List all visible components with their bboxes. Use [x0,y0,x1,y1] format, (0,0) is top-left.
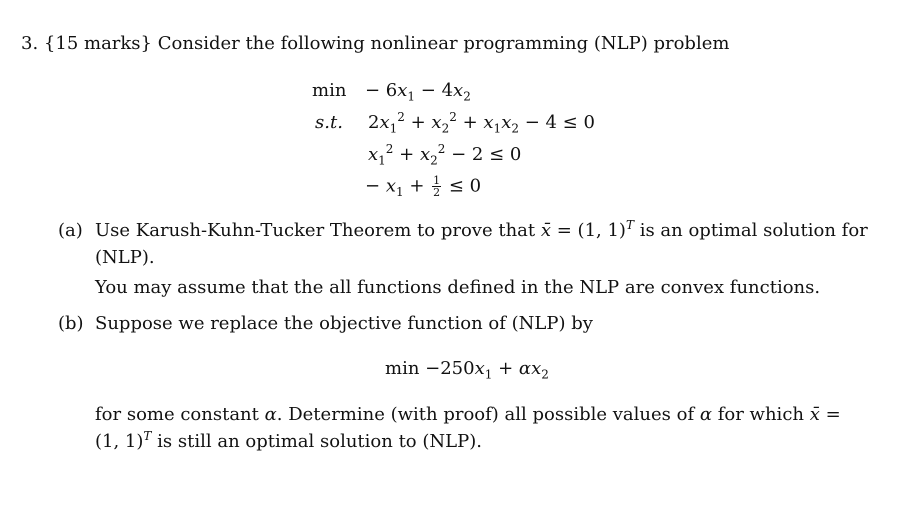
question-header [21,33,729,55]
part-b-label: (b) [58,313,84,334]
part-a-label: (a) [58,220,83,241]
optimal-point-expression: x̄ = (1, 1)$^T$ [540,218,634,241]
objective-label: min [312,80,347,101]
part-b-text: Suppose we replace the objective function of (NLP) by [95,313,593,334]
x-bar-symbol: x̄ [809,404,820,425]
alpha-symbol: α [264,404,277,425]
constraint-1: $2x_1^2 + x_2^2 + x_1x_2 - 4 \le 0$ [368,110,595,136]
objective-expression: − $6x_1 - 4x_2$ [365,80,471,104]
constraint-2: $x_1^2 + x_2^2 - 2 \le 0$ [368,142,522,168]
constraint-3: − $x_1$ + $\frac{1}{2}$ ≤ 0 [365,174,482,200]
question-number: 3. [21,33,39,54]
subject-to-label: s.t. [315,112,343,133]
part-a-line-2: (NLP). [95,247,155,268]
part-a-note: You may assume that the all functions defined in the NLP are convex functions. [95,277,821,298]
part-a-line-1: Use Karush-Kuhn-Tucker Theorem to prove that x̄ = (1, 1)$^T$ is an optimal solution for [95,218,868,241]
new-objective: $\min -250x_1 + \alpha x_2$ [385,358,549,382]
part-b-line-1: for some constant α. Determine (with proof) all possible values of α for which x̄ = [95,404,841,425]
question-intro: Consider the following nonlinear programming (NLP) problem [157,33,730,54]
question-marks: {15 marks} [43,33,153,54]
part-b-line-2: (1, 1)$^T$ is still an optimal solution to (NLP). [95,429,482,452]
alpha-symbol: α [699,404,712,425]
